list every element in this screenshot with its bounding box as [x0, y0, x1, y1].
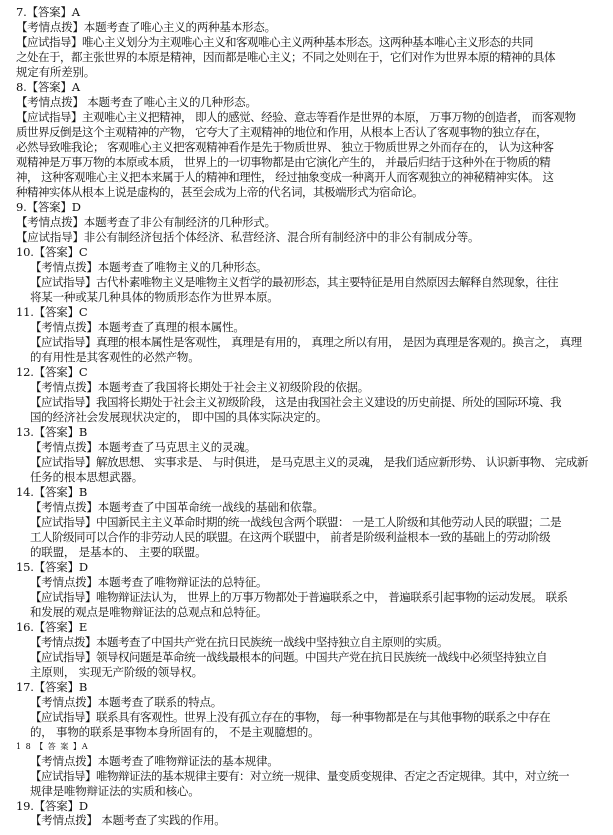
guide-10-l2: 将某一种或某几种具体的物质形态作为世界本原。	[30, 290, 279, 304]
answer-13: 13.【答案】B	[16, 425, 88, 439]
guide-15-l2: 和发展的观点是唯物辩证法的总观点和总特征。	[30, 605, 268, 619]
hint-9: 【考情点拨】本题考查了非公有制经济的几种形式。	[16, 215, 276, 229]
guide-11-l1: 【应试指导】真理的根本属性是客观性， 真理是有用的， 真理之所以有用， 是因为真理是客观的。换言之， 真理	[30, 335, 582, 349]
hint-17: 【考情点拨】本题考查了联系的特点。	[30, 695, 223, 709]
guide-7-l1: 【应试指导】唯心主义划分为主观唯心主义和客观唯心主义两种基本形态。这两种基本唯心主义形态的共同	[16, 35, 533, 49]
hint-13: 【考情点拨】本题考查了马克思主义的灵魂。	[30, 440, 256, 454]
guide-8-l2: 质世界反倒是这个主观精神的产物， 它夸大了主观精神的地位和作用，从根本上否认了客观事物的独立存在，	[16, 125, 548, 139]
answer-17: 17.【答案】B	[16, 680, 88, 694]
answer-18: 1 8 【 答 案 】A	[16, 742, 89, 751]
guide-15-l1: 【应试指导】唯物辩证法认为， 世界上的万事万物都处于普遍联系之中， 普遍联系引起事物的运动发展。 联系	[30, 590, 568, 604]
hint-14: 【考情点拨】本题考查了中国革命统一战线的基础和依靠。	[30, 500, 324, 514]
hint-7: 【考情点拨】本题考查了唯心主义的两种基本形态。	[16, 20, 276, 34]
guide-12-l2: 国的经济社会发展现状决定的， 即中国的具体实际决定的。	[30, 410, 328, 424]
hint-19: 【考情点拨】 本题考查了实践的作用。	[30, 813, 226, 827]
hint-11: 【考情点拨】本题考查了真理的根本属性。	[30, 320, 245, 334]
guide-13-l1: 【应试指导】解放思想、 实事求是、 与时俱进， 是马克思主义的灵魂， 是我们适应新形势、 认识新事物、 完成新	[30, 455, 588, 469]
guide-8-l3: 必然导致唯我论； 客观唯心主义把客观精神看作是先于物质世界、 独立于物质世界之外而存在的， 认为这种客	[16, 140, 554, 154]
guide-13-l2: 任务的根本思想武器。	[30, 470, 143, 484]
guide-8-l4: 观精神是万事万物的本原或本质， 世界上的一切事物都是由它演化产生的， 并最后归结于这种外在于物质的精	[16, 155, 551, 169]
answer-10: 10.【答案】C	[16, 245, 88, 259]
guide-18-l1: 【应试指导】唯物辩证法的基本规律主要有：对立统一规律、量变质变规律、否定之否定规律。其中，对立统一	[30, 769, 569, 783]
guide-10-l1: 【应试指导】古代朴素唯物主义是唯物主义哲学的最初形态，其主要特征是用自然原因去解释自然现象，往往	[30, 275, 558, 289]
guide-16-l1: 【应试指导】领导权问题是革命统一战线最根本的问题。中国共产党在抗日民族统一战线中必须坚持独立自	[30, 650, 547, 664]
guide-14-l2: 工人阶级同可以合作的非劳动人民的联盟。在这两个联盟中， 前者是阶级利益根本一致的基础上的劳动阶级	[30, 530, 551, 544]
answer-7: 7.【答案】A	[16, 5, 80, 19]
hint-16: 【考情点拨】本题考查了中国共产党在抗日民族统一战线中坚持独立自主原则的实质。	[30, 635, 448, 649]
guide-16-l2: 主原则， 实现无产阶级的领导权。	[30, 665, 203, 679]
guide-7-l2: 之处在于，都主张世界的本原是精神，因而都是唯心主义；不同之处则在于，它们对作为世界本原的精神的具体	[16, 50, 555, 64]
hint-8: 【考情点拨】 本题考查了唯心主义的几种形态。	[16, 95, 257, 109]
answer-9: 9.【答案】D	[16, 200, 81, 214]
answer-15: 15.【答案】D	[16, 560, 88, 574]
guide-8-l5: 神， 这种客观唯心主义把本来属于人的精神和理性， 经过抽象变成一种离开人而客观独立的神秘精神实体。 这	[16, 170, 554, 184]
guide-17-l2: 的， 事物的联系是事物本身所固有的， 不是主观臆想的。	[30, 725, 320, 739]
guide-7-l3: 规定有所差别。	[16, 65, 96, 79]
answer-19: 19.【答案】D	[16, 799, 88, 813]
answer-14: 14.【答案】B	[16, 485, 88, 499]
guide-12-l1: 【应试指导】我国将长期处于社会主义初级阶段， 这是由我国社会主义建设的历史前提、所处的国际环境、我	[30, 395, 562, 409]
guide-14-l3: 的联盟， 是基本的、 主要的联盟。	[30, 545, 207, 559]
hint-18: 【考情点拨】本题考查了唯物辩证法的基本规律。	[30, 754, 279, 768]
guide-17-l1: 【应试指导】联系具有客观性。世界上没有孤立存在的事物， 每一种事物都是在与其他事物的联系之中存在	[30, 710, 551, 724]
answer-11: 11.【答案】C	[16, 305, 88, 319]
guide-11-l2: 的有用性是其客观性的必然产物。	[30, 350, 200, 364]
hint-15: 【考情点拨】本题考查了唯物辩证法的总特征。	[30, 575, 268, 589]
hint-10: 【考情点拨】本题考查了唯物主义的几种形态。	[30, 260, 268, 274]
answer-8: 8.【答案】A	[16, 80, 80, 94]
guide-8-l1: 【应试指导】主观唯心主义把精神， 即人的感觉、经验、意志等看作是世界的本原， 万事万物的创造者， 而客观物	[16, 110, 576, 124]
hint-12: 【考情点拨】本题考查了我国将长期处于社会主义初级阶段的依据。	[30, 380, 369, 394]
guide-9: 【应试指导】非公有制经济包括个体经济、私营经济、混合所有制经济中的非公有制成分等。	[16, 230, 480, 244]
answer-12: 12.【答案】C	[16, 365, 88, 379]
guide-14-l1: 【应试指导】中国新民主主义革命时期的统一战线包含两个联盟： 一是工人阶级和其他劳动人民的联盟；二是	[30, 515, 562, 529]
guide-8-l6: 种精神实体从根本上说是虚构的，甚至会成为上帝的代名词，其极端形式为宿命论。	[16, 185, 423, 199]
guide-18-l2: 规律是唯物辩证法的实质和核心。	[30, 784, 200, 798]
answer-16: 16.【答案】E	[16, 620, 88, 634]
